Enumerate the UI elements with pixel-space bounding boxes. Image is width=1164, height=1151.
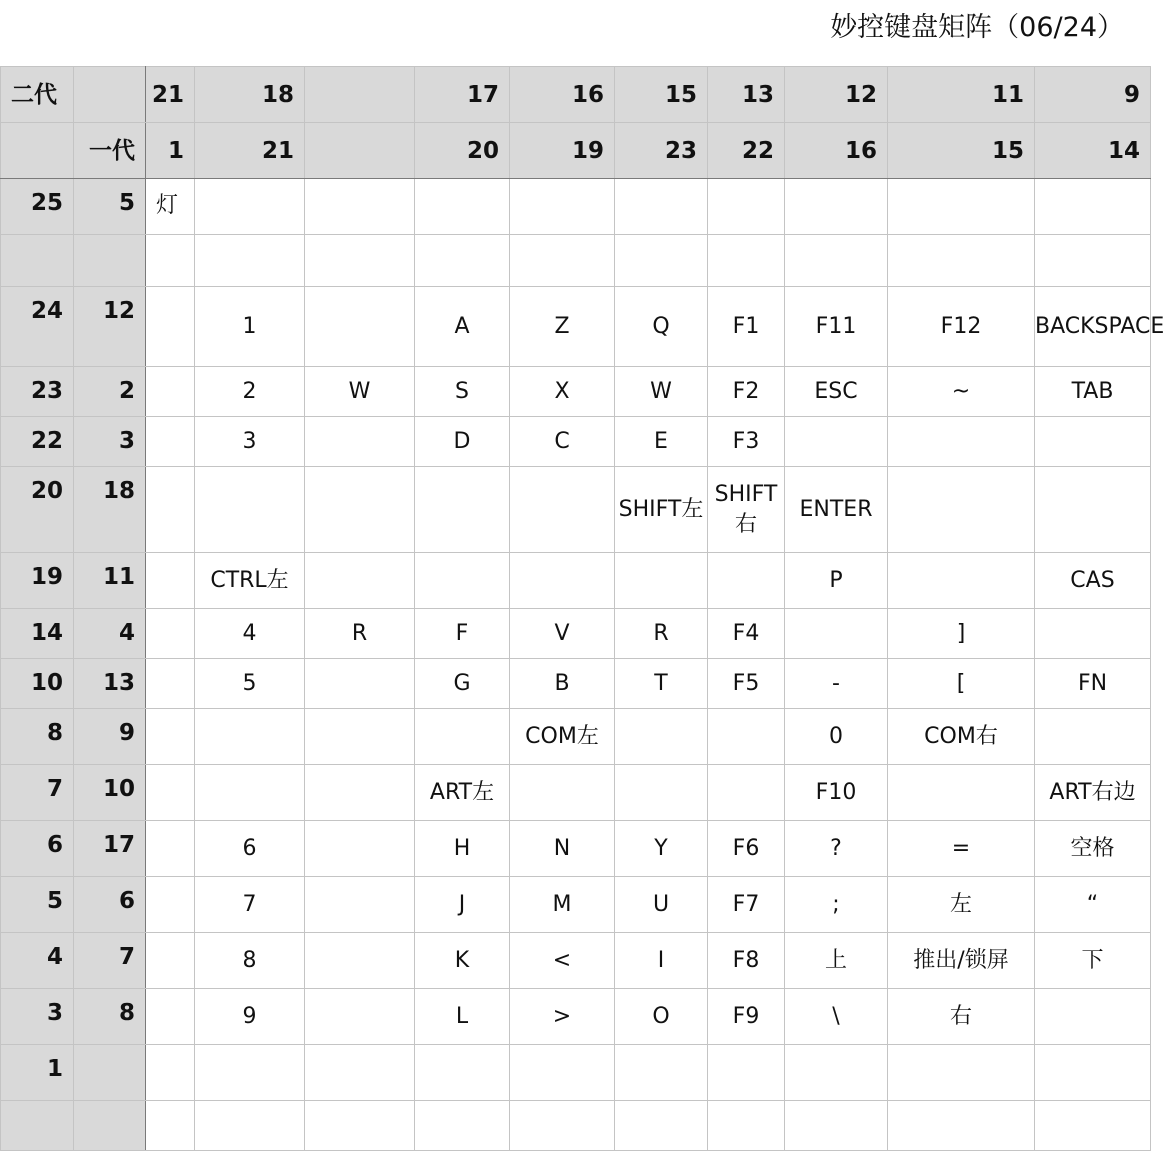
key-cell: I [615, 933, 708, 989]
key-cell [785, 235, 888, 287]
key-cell [785, 1101, 888, 1151]
row-gen1-index: 7 [74, 933, 146, 989]
key-cell [305, 553, 415, 609]
key-cell: 5 [195, 659, 305, 709]
key-cell: R [305, 609, 415, 659]
gen1-column-header: 1 [146, 123, 195, 179]
table-row [1, 989, 1151, 1045]
key-cell [146, 367, 195, 417]
row-gen2-index: 5 [1, 877, 74, 933]
key-cell [305, 235, 415, 287]
row-gen1-index: 10 [74, 765, 146, 821]
key-cell: 左 [888, 877, 1035, 933]
key-cell: 8 [195, 933, 305, 989]
key-cell [305, 765, 415, 821]
key-cell [1035, 1101, 1151, 1151]
key-cell [415, 1045, 510, 1101]
key-cell: 灯 [146, 179, 195, 235]
key-cell [305, 1101, 415, 1151]
key-cell: R [615, 609, 708, 659]
key-cell [510, 467, 615, 553]
key-cell [415, 709, 510, 765]
key-cell [785, 417, 888, 467]
key-cell: F2 [708, 367, 785, 417]
key-cell: ENTER [785, 467, 888, 553]
gen2-column-header: 17 [415, 67, 510, 123]
key-cell: J [415, 877, 510, 933]
key-cell: 1 [195, 287, 305, 367]
key-cell [708, 1101, 785, 1151]
key-cell [1035, 467, 1151, 553]
key-cell [888, 553, 1035, 609]
row-gen2-index: 19 [1, 553, 74, 609]
key-cell [708, 179, 785, 235]
key-cell [615, 235, 708, 287]
key-cell: F8 [708, 933, 785, 989]
key-cell: D [415, 417, 510, 467]
key-cell [305, 179, 415, 235]
key-cell: H [415, 821, 510, 877]
table-row [1, 287, 1151, 367]
key-cell [510, 179, 615, 235]
table-row [1, 765, 1151, 821]
key-cell [146, 467, 195, 553]
key-cell [1035, 609, 1151, 659]
row-gen2-index: 20 [1, 467, 74, 553]
key-cell [615, 1101, 708, 1151]
key-cell: N [510, 821, 615, 877]
key-cell: COM右 [888, 709, 1035, 765]
row-gen2-index: 25 [1, 179, 74, 235]
key-cell [510, 1045, 615, 1101]
key-cell: = [888, 821, 1035, 877]
key-cell [1035, 179, 1151, 235]
gen2-column-header [305, 67, 415, 123]
key-cell: W [305, 367, 415, 417]
table-row [1, 367, 1151, 417]
gen1-column-header: 22 [708, 123, 785, 179]
row-gen1-index: 2 [74, 367, 146, 417]
gen1-column-header [305, 123, 415, 179]
key-cell [1035, 709, 1151, 765]
key-cell: ESC [785, 367, 888, 417]
table-row [1, 467, 1151, 553]
table-row [1, 235, 1151, 287]
key-cell [305, 467, 415, 553]
gen1-column-header: 15 [888, 123, 1035, 179]
key-cell: BACKSPACE [1035, 287, 1151, 367]
key-cell: “ [1035, 877, 1151, 933]
key-cell [305, 417, 415, 467]
key-cell: F10 [785, 765, 888, 821]
row-gen2-index: 22 [1, 417, 74, 467]
key-cell [305, 659, 415, 709]
row-gen1-index: 17 [74, 821, 146, 877]
key-cell: FN [1035, 659, 1151, 709]
key-cell [146, 1101, 195, 1151]
key-cell: 7 [195, 877, 305, 933]
key-cell [708, 709, 785, 765]
key-cell: [ [888, 659, 1035, 709]
key-cell [305, 989, 415, 1045]
table-row [1, 1045, 1151, 1101]
gen2-label: 二代 [1, 67, 74, 123]
key-cell: 9 [195, 989, 305, 1045]
key-cell: S [415, 367, 510, 417]
key-cell: F4 [708, 609, 785, 659]
key-cell [888, 179, 1035, 235]
key-cell [305, 709, 415, 765]
key-cell: W [615, 367, 708, 417]
key-cell [305, 1045, 415, 1101]
key-cell: TAB [1035, 367, 1151, 417]
key-cell: F9 [708, 989, 785, 1045]
key-cell [305, 877, 415, 933]
key-cell: < [510, 933, 615, 989]
key-cell [785, 1045, 888, 1101]
header-blank-cell [1, 123, 74, 179]
header-blank-cell [74, 67, 146, 123]
key-cell: ? [785, 821, 888, 877]
gen2-column-header: 11 [888, 67, 1035, 123]
gen1-column-header: 21 [195, 123, 305, 179]
key-cell: P [785, 553, 888, 609]
key-cell [1035, 417, 1151, 467]
gen1-column-header: 19 [510, 123, 615, 179]
key-cell [146, 765, 195, 821]
key-cell [888, 467, 1035, 553]
key-cell: CAS [1035, 553, 1151, 609]
table-row [1, 179, 1151, 235]
key-cell [146, 659, 195, 709]
key-cell [305, 821, 415, 877]
row-gen1-index: 13 [74, 659, 146, 709]
key-cell [1035, 989, 1151, 1045]
key-cell: SHIFT左 [615, 467, 708, 553]
key-cell [415, 467, 510, 553]
key-cell [195, 235, 305, 287]
key-cell: G [415, 659, 510, 709]
gen1-column-header: 14 [1035, 123, 1151, 179]
key-cell [305, 933, 415, 989]
row-gen2-index: 1 [1, 1045, 74, 1101]
key-cell: M [510, 877, 615, 933]
key-cell [888, 1101, 1035, 1151]
key-cell: 空格 [1035, 821, 1151, 877]
key-cell: F5 [708, 659, 785, 709]
key-cell [195, 765, 305, 821]
key-cell: Y [615, 821, 708, 877]
key-cell: V [510, 609, 615, 659]
key-cell [615, 709, 708, 765]
key-cell: F3 [708, 417, 785, 467]
table-row [1, 709, 1151, 765]
key-cell [195, 709, 305, 765]
key-cell [146, 989, 195, 1045]
key-cell [195, 1045, 305, 1101]
key-cell: > [510, 989, 615, 1045]
row-gen1-index: 18 [74, 467, 146, 553]
key-cell [888, 1045, 1035, 1101]
key-cell: F1 [708, 287, 785, 367]
key-cell [146, 821, 195, 877]
key-cell: ART左 [415, 765, 510, 821]
key-cell [415, 553, 510, 609]
key-cell [510, 235, 615, 287]
key-cell: SHIFT右 [708, 467, 785, 553]
key-cell: ART右边 [1035, 765, 1151, 821]
key-cell [146, 553, 195, 609]
key-cell: F [415, 609, 510, 659]
row-gen2-index: 8 [1, 709, 74, 765]
key-cell: B [510, 659, 615, 709]
key-cell: U [615, 877, 708, 933]
key-cell [510, 1101, 615, 1151]
gen1-label: 一代 [74, 123, 146, 179]
key-cell [415, 235, 510, 287]
row-gen1-index: 6 [74, 877, 146, 933]
gen1-column-header: 20 [415, 123, 510, 179]
key-cell: 2 [195, 367, 305, 417]
row-gen1-index: 4 [74, 609, 146, 659]
row-gen1-index: 5 [74, 179, 146, 235]
row-gen1-index [74, 1101, 146, 1151]
row-gen1-index: 8 [74, 989, 146, 1045]
row-gen2-index: 24 [1, 287, 74, 367]
key-cell [305, 287, 415, 367]
key-cell: 下 [1035, 933, 1151, 989]
row-gen2-index: 6 [1, 821, 74, 877]
key-cell [146, 877, 195, 933]
key-cell: A [415, 287, 510, 367]
key-cell: E [615, 417, 708, 467]
key-cell [195, 467, 305, 553]
key-cell: 上 [785, 933, 888, 989]
row-gen1-index: 3 [74, 417, 146, 467]
key-cell [615, 1045, 708, 1101]
key-cell [146, 417, 195, 467]
key-cell [146, 609, 195, 659]
key-cell [615, 765, 708, 821]
row-gen2-index: 3 [1, 989, 74, 1045]
key-cell: ] [888, 609, 1035, 659]
key-cell [510, 765, 615, 821]
table-row [1, 553, 1151, 609]
row-gen2-index [1, 1101, 74, 1151]
gen2-column-header: 12 [785, 67, 888, 123]
key-cell: 4 [195, 609, 305, 659]
gen1-column-header: 23 [615, 123, 708, 179]
key-cell [415, 179, 510, 235]
header-row-gen1 [1, 123, 1151, 179]
key-cell [146, 933, 195, 989]
key-cell: 右 [888, 989, 1035, 1045]
page-title: 妙控键盘矩阵（06/24） [830, 12, 1124, 43]
key-cell: 推出/锁屏 [888, 933, 1035, 989]
key-cell: 6 [195, 821, 305, 877]
key-cell: K [415, 933, 510, 989]
key-cell: F6 [708, 821, 785, 877]
key-cell: \ [785, 989, 888, 1045]
key-cell: O [615, 989, 708, 1045]
key-cell: Q [615, 287, 708, 367]
key-cell [146, 287, 195, 367]
row-gen2-index: 10 [1, 659, 74, 709]
key-cell [888, 235, 1035, 287]
key-cell [146, 235, 195, 287]
row-gen1-index: 12 [74, 287, 146, 367]
table-row [1, 659, 1151, 709]
key-cell [415, 1101, 510, 1151]
key-cell: 0 [785, 709, 888, 765]
key-cell: - [785, 659, 888, 709]
key-cell: Z [510, 287, 615, 367]
key-cell [195, 179, 305, 235]
key-cell [708, 1045, 785, 1101]
key-cell: ; [785, 877, 888, 933]
header-row-gen2 [1, 67, 1151, 123]
row-gen1-index: 9 [74, 709, 146, 765]
gen2-column-header: 18 [195, 67, 305, 123]
key-cell [708, 235, 785, 287]
gen2-column-header: 13 [708, 67, 785, 123]
row-gen2-index [1, 235, 74, 287]
key-cell [1035, 235, 1151, 287]
key-cell: CTRL左 [195, 553, 305, 609]
key-cell [888, 417, 1035, 467]
key-cell [888, 765, 1035, 821]
table-row [1, 933, 1151, 989]
row-gen2-index: 4 [1, 933, 74, 989]
gen2-column-header: 15 [615, 67, 708, 123]
gen2-column-header: 16 [510, 67, 615, 123]
key-cell: ~ [888, 367, 1035, 417]
row-gen1-index [74, 235, 146, 287]
key-cell [708, 765, 785, 821]
key-cell [785, 179, 888, 235]
row-gen2-index: 7 [1, 765, 74, 821]
key-cell [615, 179, 708, 235]
key-cell [146, 709, 195, 765]
row-gen2-index: 14 [1, 609, 74, 659]
table-row [1, 877, 1151, 933]
key-cell: COM左 [510, 709, 615, 765]
row-gen2-index: 23 [1, 367, 74, 417]
key-cell [195, 1101, 305, 1151]
key-cell [785, 609, 888, 659]
row-gen1-index [74, 1045, 146, 1101]
table-row [1, 821, 1151, 877]
key-cell [510, 553, 615, 609]
key-cell: F12 [888, 287, 1035, 367]
key-cell: L [415, 989, 510, 1045]
row-gen1-index: 11 [74, 553, 146, 609]
table-row [1, 417, 1151, 467]
gen1-column-header: 16 [785, 123, 888, 179]
key-cell: T [615, 659, 708, 709]
key-cell: F7 [708, 877, 785, 933]
gen2-column-header: 9 [1035, 67, 1151, 123]
key-cell: 3 [195, 417, 305, 467]
matrix-table [0, 66, 1164, 1151]
key-cell: C [510, 417, 615, 467]
key-cell: F11 [785, 287, 888, 367]
key-cell [1035, 1045, 1151, 1101]
table-row [1, 1101, 1151, 1151]
table-row [1, 609, 1151, 659]
key-cell: X [510, 367, 615, 417]
key-cell [708, 553, 785, 609]
key-cell [615, 553, 708, 609]
key-cell [146, 1045, 195, 1101]
gen2-column-header: 21 [146, 67, 195, 123]
